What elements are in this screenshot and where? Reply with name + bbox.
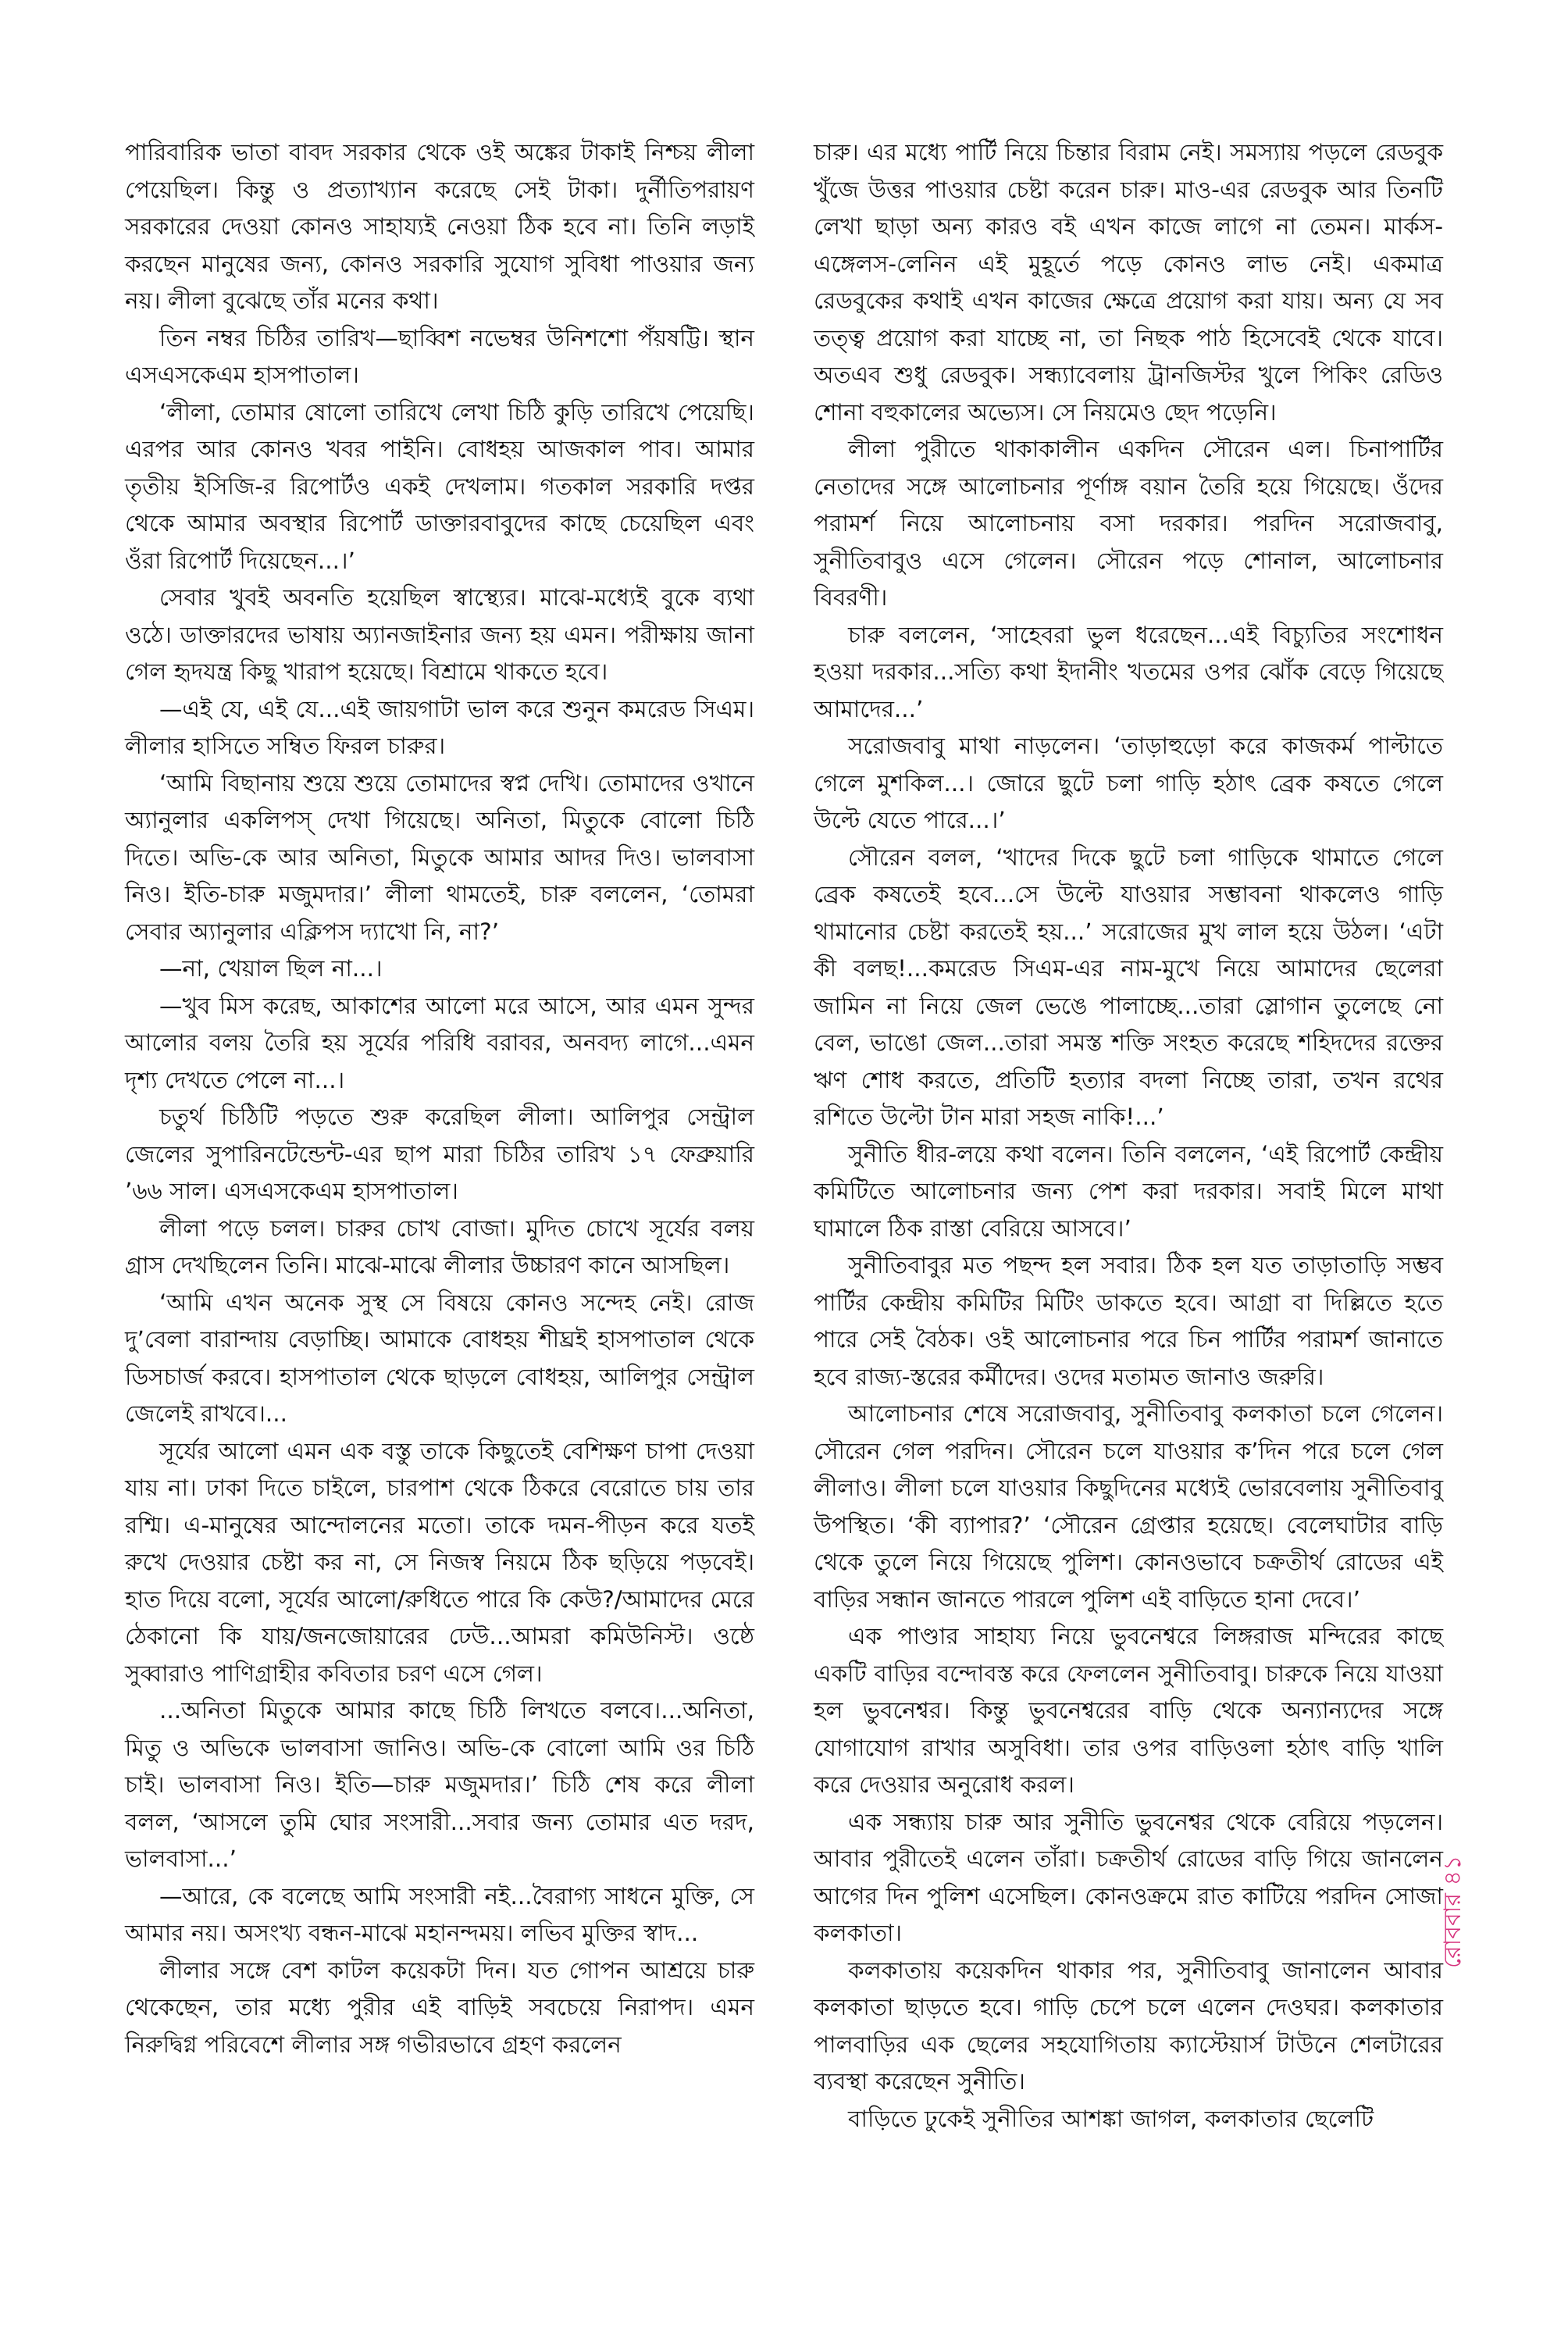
paragraph: চারু বললেন, ‘সাহেবরা ভুল ধরেছেন...এই বিচ্যুতির সংশোধন হওয়া দরকার...সত্যি কথা ইদানীং খতমের ওপর ঝোঁক বেড়ে গিয়েছে আমাদের...’ <box>814 621 1443 722</box>
right-column <box>814 134 1443 2138</box>
paragraph: এক পাণ্ডার সাহায্য নিয়ে ভুবনেশ্বরে লিঙ্গরাজ মন্দিরের কাছে একটি বাড়ির বন্দোবস্ত করে ফেললেন সুনীতিবাবু। চারুকে নিয়ে যাওয়া হল ভুবনেশ্বর। কিন্তু ভুবনেশ্বরের বাড়ি থেকে অন্যান্যদের সঙ্গে যোগাযোগ রাখার অসুবিধা। তার ওপর বাড়িওলা হঠাৎ বাড়ি খালি করে দেওয়ার অনুরোধ করল। <box>814 1623 1443 1798</box>
paragraph: সৌরেন বলল, ‘খাদের দিকে ছুটে চলা গাড়িকে থামাতে গেলে ব্রেক কষতেই হবে...সে উল্টে যাওয়ার সম্ভাবনা থাকলেও গাড়ি থামানোর চেষ্টা করতেই হয়...’ সরোজের মুখ লাল হয়ে উঠল। ‘এটা কী বলছ!...কমরেড সিএম-এর নাম-মুখে নিয়ে আমাদের ছেলেরা জামিন না নিয়ে জেল ভেঙে পালাচ্ছে...তারা স্লোগান তুলেছে নো বেল, ভাঙো জেল...তারা সমস্ত শক্তি সংহত করেছে শহিদদের রক্তের ঋণ শোধ করতে, প্রতিটি হত্যার বদলা নিচ্ছে তারা, তখন রথের রশিতে উল্টো টান মারা সহজ নাকি!...’ <box>814 843 1443 1130</box>
page-footer <box>1434 1856 1474 1968</box>
paragraph: —খুব মিস করেছ, আকাশের আলো মরে আসে, আর এমন সুন্দর আলোর বলয় তৈরি হয় সূর্যের পরিধি বরাবর, অনবদ্য লাগে...এমন দৃশ্য দেখতে পেলে না...। <box>125 992 754 1093</box>
paragraph: লীলা পড়ে চলল। চারুর চোখ বোজা। মুদিত চোখে সূর্যের বলয় গ্রাস দেখছিলেন তিনি। মাঝে-মাঝে লীলার উচ্চারণ কানে আসছিল। <box>125 1214 754 1278</box>
paragraph: সরোজবাবু মাথা নাড়লেন। ‘তাড়াহুড়ো করে কাজকর্ম পাল্টাতে গেলে মুশকিল...। জোরে ছুটে চলা গাড়ি হঠাৎ ব্রেক কষতে গেলে উল্টে যেতে পারে...।’ <box>814 733 1443 833</box>
paragraph: —আরে, কে বলেছে আমি সংসারী নই...বৈরাগ্য সাধনে মুক্তি, সে আমার নয়। অসংখ্য বন্ধন-মাঝে মহানন্দময়। লভিব মুক্তির স্বাদ... <box>125 1882 754 1946</box>
paragraph: এক সন্ধ্যায় চারু আর সুনীতি ভুবনেশ্বর থেকে বেরিয়ে পড়লেন। আবার পুরীতেই এলেন তাঁরা। চক্রতীর্থ রোডের বাড়ি গিয়ে জানলেন আগের দিন পুলিশ এসেছিল। কোনওক্রমে রাত কাটিয়ে পরদিন সোজা কলকাতা। <box>814 1808 1443 1946</box>
paragraph: সুনীতিবাবুর মত পছন্দ হল সবার। ঠিক হল যত তাড়াতাড়ি সম্ভব পার্টির কেন্দ্রীয় কমিটির মিটিং ডাকতে হবে। আগ্রা বা দিল্লিতে হতে পারে সেই বৈঠক। ওই আলোচনার পরে চিন পার্টির পরামর্শ জানাতে হবে রাজ্য-স্তরের কর্মীদের। ওদের মতামত জানাও জরুরি। <box>814 1252 1443 1390</box>
left-column <box>125 134 754 2063</box>
paragraph: ‘লীলা, তোমার ষোলো তারিখে লেখা চিঠি কুড়ি তারিখে পেয়েছি। এরপর আর কোনও খবর পাইনি। বোধহয় আজকাল পাব। আমার তৃতীয় ইসিজি-র রিপোর্টও একই দেখলাম। গতকাল সরকারি দপ্তর থেকে আমার অবস্থার রিপোর্ট ডাক্তারবাবুদের কাছে চেয়েছিল এবং ওঁরা রিপোর্ট দিয়েছেন...।’ <box>125 398 754 574</box>
page-number: ৪১ <box>1439 1855 1466 1886</box>
paragraph: বাড়িতে ঢুকেই সুনীতির আশঙ্কা জাগল, কলকাতার ছেলেটি <box>848 2105 1374 2132</box>
magazine-name: রোববার <box>1439 1893 1466 1968</box>
paragraph: আলোচনার শেষে সরোজবাবু, সুনীতিবাবু কলকাতা চলে গেলেন। সৌরেন গেল পরদিন। সৌরেন চলে যাওয়ার ক’দিন পরে চলে গেল লীলাও। লীলা চলে যাওয়ার কিছুদিনের মধ্যেই ভোরবেলায় সুনীতিবাবু উপস্থিত। ‘কী ব্যাপার?’ ‘সৌরেন গ্রেপ্তার হয়েছে। বেলেঘাটার বাড়ি থেকে তুলে নিয়ে গিয়েছে পুলিশ। কোনওভাবে চক্রতীর্থ রোডের এই বাড়ির সন্ধান জানতে পারলে পুলিশ এই বাড়িতে হানা দেবে।’ <box>814 1400 1443 1613</box>
paragraph: লীলার সঙ্গে বেশ কাটল কয়েকটা দিন। যত গোপন আশ্রয়ে চারু থেকেছেন, তার মধ্যে পুরীর এই বাড়িই সবচেয়ে নিরাপদ। এমন নিরুদ্বিগ্ন পরিবেশে লীলার সঙ্গ গভীরভাবে গ্রহণ করলেন <box>125 1956 754 2058</box>
paragraph: ‘আমি এখন অনেক সুস্থ সে বিষয়ে কোনও সন্দেহ নেই। রোজ দু’বেলা বারান্দায় বেড়াচ্ছি। আমাকে বোধহয় শীঘ্রই হাসপাতাল থেকে ডিসচার্জ করবে। হাসপাতাল থেকে ছাড়লে বোধহয়, আলিপুর সেন্ট্রাল জেলেই রাখবে।... <box>125 1289 754 1427</box>
paragraph: কলকাতায় কয়েকদিন থাকার পর, সুনীতিবাবু জানালেন আবার কলকাতা ছাড়তে হবে। গাড়ি চেপে চলে এলেন দেওঘর। কলকাতার পালবাড়ির এক ছেলের সহযোগিতায় ক্যাস্টেয়ার্স টাউনে শেলটারের ব্যবস্থা করেছেন সুনীতি। <box>814 1956 1443 2095</box>
paragraph: সূর্যের আলো এমন এক বস্তু তাকে কিছুতেই বেশিক্ষণ চাপা দেওয়া যায় না। ঢাকা দিতে চাইলে, চারপাশ থেকে ঠিকরে বেরোতে চায় তার রশ্মি। এ-মানুষের আন্দোলনের মতো। তাকে দমন-পীড়ন করে যতই রুখে দেওয়ার চেষ্টা কর না, সে নিজস্ব নিয়মে ঠিক ছড়িয়ে পড়বেই। হাত দিয়ে বলো, সূর্যের আলো/রুধিতে পারে কি কেউ?/আমাদের মেরে ঠেকানো কি যায়/জনজোয়ারের ঢেউ...আমরা কমিউনিস্ট। ওষ্ঠে সুব্বারাও পাণিগ্রাহীর কবিতার চরণ এসে গেল। <box>125 1437 754 1687</box>
paragraph: ‘আমি বিছানায় শুয়ে শুয়ে তোমাদের স্বপ্ন দেখি। তোমাদের ওখানে অ্যানুলার একলিপস্ দেখা গিয়েছে। অনিতা, মিতুকে বোলো চিঠি দিতে। অভি-কে আর অনিতা, মিতুকে আমার আদর দিও। ভালবাসা নিও। ইতি-চারু মজুমদার।’ লীলা থামতেই, চারু বললেন, ‘তোমরা সেবার অ্যানুলার এক্লিপস দ্যাখো নি, না?’ <box>125 769 754 945</box>
paragraph: ...অনিতা মিতুকে আমার কাছে চিঠি লিখতে বলবে।...অনিতা, মিতু ও অভিকে ভালবাসা জানিও। অভি-কে বোলো আমি ওর চিঠি চাই। ভালবাসা নিও। ইতি—চারু মজুমদার।’ চিঠি শেষ করে লীলা বলল, ‘আসলে তুমি ঘোর সংসারী...সবার জন্য তোমার এত দরদ, ভালবাসা...’ <box>125 1697 754 1872</box>
paragraph: সেবার খুবই অবনতি হয়েছিল স্বাস্থ্যের। মাঝে-মধ্যেই বুকে ব্যথা ওঠে। ডাক্তারদের ভাষায় অ্যানজাইনার জন্য হয় এমন। পরীক্ষায় জানা গেল হৃদযন্ত্র কিছু খারাপ হয়েছে। বিশ্রামে থাকতে হবে। <box>125 584 754 685</box>
paragraph: চারু। এর মধ্যে পার্টি নিয়ে চিন্তার বিরাম নেই। সমস্যায় পড়লে রেডবুক খুঁজে উত্তর পাওয়ার চেষ্টা করেন চারু। মাও-এর রেডবুক আর তিনটি লেখা ছাড়া অন্য কারও বই এখন কাজে লাগে না তেমন। মার্কস-এঙ্গেলস-লেনিন এই মুহূর্তে পড়ে কোনও লাভ নেই। একমাত্র রেডবুকের কথাই এখন কাজের ক্ষেত্রে প্রয়োগ করা যায়। অন্য যে সব তত্ত্ব প্রয়োগ করা যাচ্ছে না, তা নিছক পাঠ হিসেবেই থেকে যাবে। অতএব শুধু রেডবুক। সন্ধ্যাবেলায় ট্রানজিস্টর খুলে পিকিং রেডিও শোনা বহুকালের অভ্যেস। সে নিয়মেও ছেদ পড়েনি। <box>814 139 1443 426</box>
paragraph: পারিবারিক ভাতা বাবদ সরকার থেকে ওই অঙ্কের টাকাই নিশ্চয় লীলা পেয়েছিল। কিন্তু ও প্রত্যাখ্যান করেছে সেই টাকা। দুর্নীতিপরায়ণ সরকারের দেওয়া কোনও সাহায্যই নেওয়া ঠিক হবে না। তিনি লড়াই করছেন মানুষের জন্য, কোনও সরকারি সুযোগ সুবিধা পাওয়ার জন্য নয়। লীলা বুঝেছে তাঁর মনের কথা। <box>125 139 754 314</box>
paragraph: —না, খেয়াল ছিল না...। <box>159 955 383 982</box>
paragraph: চতুর্থ চিঠিটি পড়তে শুরু করেছিল লীলা। আলিপুর সেন্ট্রাল জেলের সুপারিনটেন্ডেন্ট-এর ছাপ মারা চিঠির তারিখ ১৭ ফেব্রুয়ারি ’৬৬ সাল। এসএসকেএম হাসপাতাল। <box>125 1104 754 1204</box>
paragraph: —এই যে, এই যে...এই জায়গাটা ভাল করে শুনুন কমরেড সিএম। লীলার হাসিতে সম্বিত ফিরল চারুর। <box>125 695 754 759</box>
paragraph: সুনীতি ধীর-লয়ে কথা বলেন। তিনি বললেন, ‘এই রিপোর্ট কেন্দ্রীয় কমিটিতে আলোচনার জন্য পেশ করা দরকার। সবাই মিলে মাথা ঘামালে ঠিক রাস্তা বেরিয়ে আসবে।’ <box>814 1140 1443 1242</box>
paragraph: তিন নম্বর চিঠির তারিখ—ছাব্বিশ নভেম্বর উনিশশো পঁয়ষট্টি। স্থান এসএসকেএম হাসপাতাল। <box>125 324 754 388</box>
paragraph: লীলা পুরীতে থাকাকালীন একদিন সৌরেন এল। চিনাপার্টির নেতাদের সঙ্গে আলোচনার পূর্ণাঙ্গ বয়ান তৈরি হয়ে গিয়েছে। ওঁদের পরামর্শ নিয়ে আলোচনায় বসা দরকার। পরদিন সরোজবাবু, সুনীতিবাবুও এসে গেলেন। সৌরেন পড়ে শোনাল, আলোচনার বিবরণী। <box>814 436 1443 611</box>
